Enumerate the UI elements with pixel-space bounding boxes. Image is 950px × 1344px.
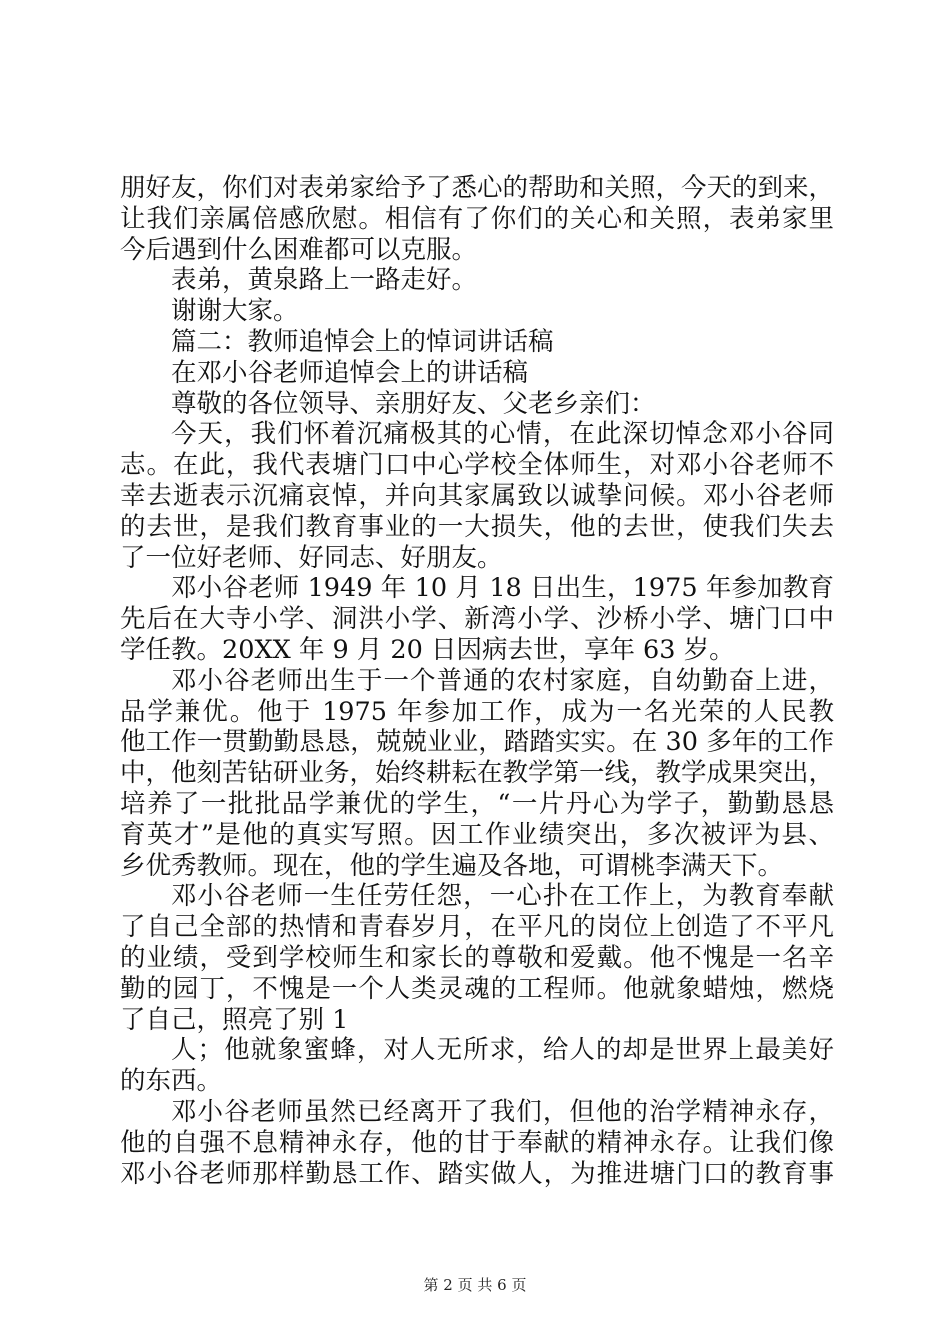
text-line: 品学兼优。他于 1975 年参加工作，成为一名光荣的人民教 xyxy=(120,696,834,727)
text-line: 的去世，是我们教育事业的一大损失，他的去世，使我们失去 xyxy=(120,511,834,542)
text-line: 邓小谷老师出生于一个普通的农村家庭，自幼勤奋上进， xyxy=(171,665,834,696)
text-line: 的东西。 xyxy=(120,1066,223,1097)
text-line: 今天，我们怀着沉痛极其的心情，在此深切悼念邓小谷同 xyxy=(171,419,834,450)
text-line: 了一位好老师、好同志、好朋友。 xyxy=(120,542,503,573)
text-line: 学任教。20XX 年 9 月 20 日因病去世，享年 63 岁。 xyxy=(120,634,735,665)
text-line: 朋好友，你们对表弟家给予了悉心的帮助和关照，今天的到来， xyxy=(120,173,834,203)
text-line: 志。在此，我代表塘门口中心学校全体师生，对邓小谷老师不 xyxy=(120,450,834,481)
text-line: 幸去逝表示沉痛哀悼，并向其家属致以诚挚问候。邓小谷老师 xyxy=(120,480,834,511)
text-line: 了自己，照亮了别 1 xyxy=(120,1004,349,1035)
text-line: 今后遇到什么困难都可以克服。 xyxy=(120,234,478,265)
text-line: 邓小谷老师 1949 年 10 月 18 日出生，1975 年参加教育 xyxy=(171,573,834,604)
text-line: 中，他刻苦钻研业务，始终耕耘在教学第一线，教学成果突出， xyxy=(120,758,834,789)
text-line: 先后在大寺小学、洞洪小学、新湾小学、沙桥小学、塘门口中 xyxy=(120,604,834,635)
document-body xyxy=(120,173,834,1189)
page-footer: 第 2 页 共 6 页 xyxy=(423,1276,527,1294)
text-line: 他工作一贯勤勤恳恳，兢兢业业，踏踏实实。在 30 多年的工作 xyxy=(120,727,834,758)
text-line: 篇二：教师追悼会上的悼词讲话稿 xyxy=(171,326,554,357)
text-line: 邓小谷老师那样勤恳工作、踏实做人，为推进塘门口的教育事 xyxy=(120,1158,834,1189)
text-line: 乡优秀教师。现在，他的学生遍及各地，可谓桃李满天下。 xyxy=(120,850,784,881)
text-line: 他的自强不息精神永存，他的甘于奉献的精神永存。让我们像 xyxy=(120,1127,834,1158)
text-line: 的业绩，受到学校师生和家长的尊敬和爱戴。他不愧是一名辛 xyxy=(120,942,834,973)
text-line: 表弟，黄泉路上一路走好。 xyxy=(171,265,478,296)
text-line: 了自己全部的热情和青春岁月，在平凡的岗位上创造了不平凡 xyxy=(120,912,834,943)
text-line: 培养了一批批品学兼优的学生，“一片丹心为学子，勤勤恳恳 xyxy=(120,788,834,819)
text-line: 谢谢大家。 xyxy=(171,296,299,327)
text-line: 育英才”是他的真实写照。因工作业绩突出，多次被评为县、 xyxy=(120,819,834,850)
text-line: 让我们亲属倍感欣慰。相信有了你们的关心和关照，表弟家里 xyxy=(120,203,834,234)
text-line: 勤的园丁，不愧是一个人类灵魂的工程师。他就象蜡烛，燃烧 xyxy=(120,973,834,1004)
text-line: 邓小谷老师一生任劳任怨，一心扑在工作上，为教育奉献 xyxy=(171,881,834,912)
text-line: 在邓小谷老师追悼会上的讲话稿 xyxy=(171,357,529,388)
text-line: 人；他就象蜜蜂，对人无所求，给人的却是世界上最美好 xyxy=(171,1035,834,1066)
text-line: 尊敬的各位领导、亲朋好友、父老乡亲们： xyxy=(171,388,656,419)
text-line: 邓小谷老师虽然已经离开了我们，但他的治学精神永存， xyxy=(171,1096,834,1127)
